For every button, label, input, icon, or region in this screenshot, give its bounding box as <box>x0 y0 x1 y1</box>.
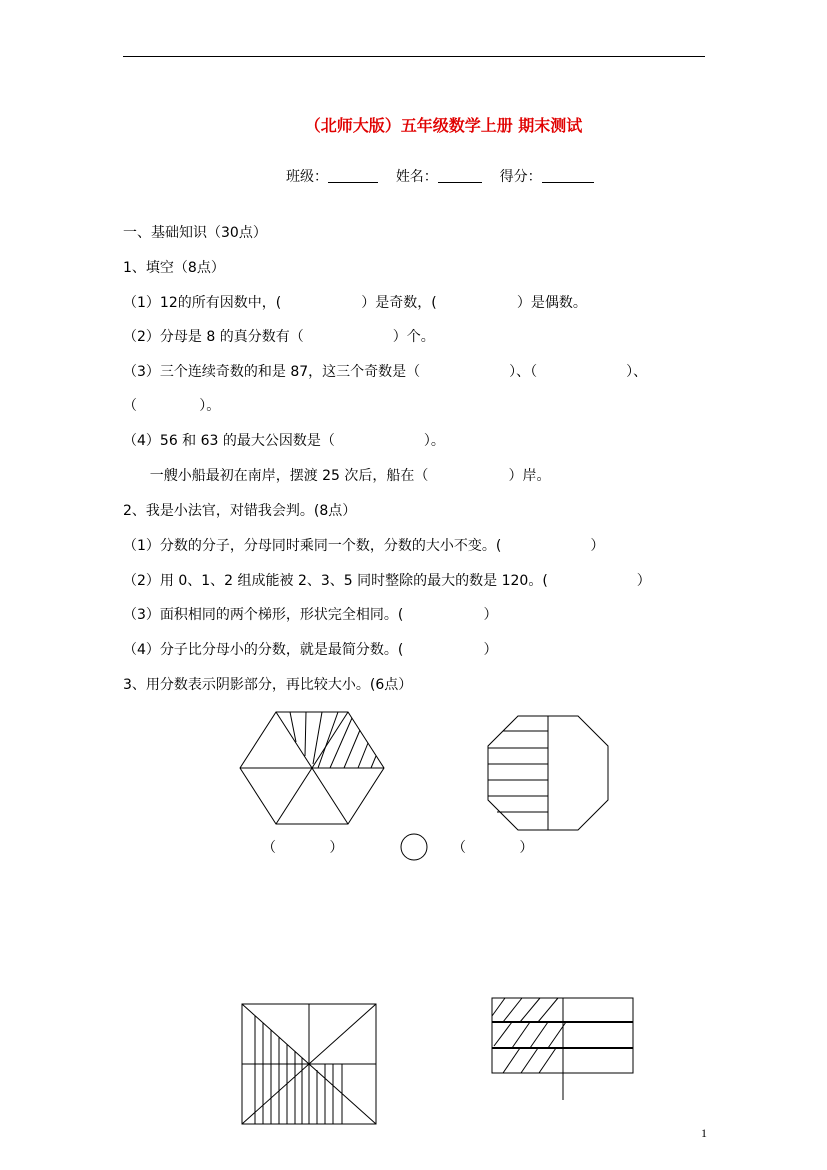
right-answer-paren[interactable]: （ ） <box>452 840 534 856</box>
section-1-heading: 一、基础知识（30点） <box>123 225 267 241</box>
question-2-2: （2）用 0、1、2 组成能被 2、3、5 同时整除的最大的数是 120。( ） <box>123 573 651 589</box>
class-label: 班级： <box>286 169 328 185</box>
question-1-3a: （3）三个连续奇数的和是 87，这三个奇数是（ ）、（ ）、 <box>123 364 648 380</box>
octagon-figure <box>488 716 608 830</box>
question-1-3b: （ ）。 <box>123 398 221 414</box>
score-label: 得分： <box>499 169 542 185</box>
question-1-heading: 1、填空（8点） <box>123 260 225 276</box>
question-1-4: （4）56 和 63 的最大公因数是（ ）。 <box>123 433 445 449</box>
question-2-3: （3）面积相同的两个梯形，形状完全相同。( ） <box>123 607 498 623</box>
question-2-4: （4）分子比分母小的分数，就是最简分数。( ） <box>123 642 498 658</box>
question-2-heading: 2、我是小法官，对错我会判。(8点） <box>123 503 357 519</box>
question-3-heading: 3、用分数表示阴影部分，再比较大小。(6点） <box>123 677 413 693</box>
left-answer-paren[interactable]: （ ） <box>262 840 344 856</box>
page-number: 1 <box>701 1126 707 1140</box>
question-1-5: 一艘小船最初在南岸，摆渡 25 次后，船在（ ）岸。 <box>123 468 551 484</box>
grid-rectangle-figure <box>492 998 633 1100</box>
page-title: （北师大版）五年级数学上册 期末测试 <box>304 116 583 135</box>
compare-circle <box>401 834 427 860</box>
question-1-1: （1）12的所有因数中，( ）是奇数，( ）是偶数。 <box>123 295 587 311</box>
name-label: 姓名： <box>395 169 438 185</box>
question-1-2: （2）分母是 8 的真分数有（ ）个。 <box>123 329 435 345</box>
hexagon-figure <box>240 712 384 824</box>
rectangle-diagonal-figure <box>242 1004 376 1124</box>
question-2-1: （1）分数的分子，分母同时乘同一个数，分数的大小不变。( ） <box>123 538 605 554</box>
